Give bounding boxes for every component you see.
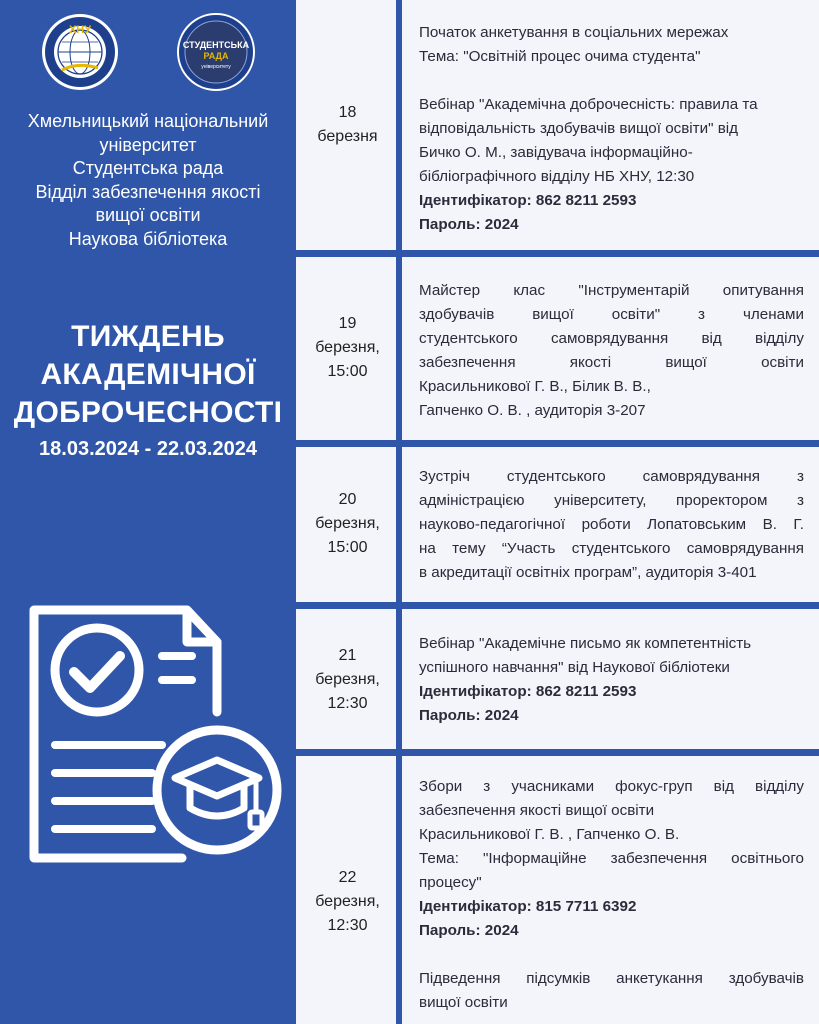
- desc-line: науково-педагогічної роботи Лопатовським В. Г.: [419, 516, 804, 533]
- date-day: 22: [338, 869, 357, 886]
- meeting-id: Ідентифікатор: 862 8211 2593: [419, 683, 637, 700]
- date-time: 15:00: [327, 539, 368, 556]
- row-divider: [296, 602, 819, 609]
- org-line: вищої освіти: [95, 205, 201, 225]
- desc-line: Початок анкетування в соціальних мережах: [419, 24, 729, 41]
- logo2-line2: РАДА: [203, 51, 229, 61]
- title-line: ДОБРОЧЕСНОСТІ: [13, 396, 283, 429]
- org-line: університет: [99, 134, 197, 155]
- desc-line: студентського самоврядування від відділу: [419, 330, 804, 347]
- event-dates: 18.03.2024 - 22.03.2024: [39, 438, 257, 460]
- schedule-date: [299, 101, 396, 149]
- schedule-date: [299, 312, 396, 384]
- desc-line: забезпечення якості вищої освіти: [419, 802, 655, 819]
- date-day: 21: [338, 647, 357, 664]
- desc-line: на тему “Участь студентського самоврядування: [419, 540, 804, 557]
- left-panel: [0, 0, 296, 1024]
- schedule-description: [419, 632, 804, 728]
- desc-spacer: [419, 69, 804, 93]
- title-line: АКАДЕМІЧНОЇ: [40, 358, 256, 391]
- meeting-password: Пароль: 2024: [419, 922, 519, 939]
- org-line: Студентська рада: [72, 158, 224, 178]
- desc-line: Збори з учасниками фокус-груп від відділу: [419, 778, 804, 795]
- org-line: Відділ забезпечення якості: [35, 181, 261, 202]
- meeting-id: Ідентифікатор: 815 7711 6392: [419, 898, 637, 915]
- student-council-logo: [178, 14, 254, 90]
- desc-line: Вебінар "Академічна доброчесність: правила та: [419, 96, 758, 113]
- desc-line: Тема: "Інформаційне забезпечення освітнього: [419, 850, 804, 867]
- date-time: 12:30: [327, 917, 368, 934]
- schedule-date: [299, 488, 396, 560]
- title-line: ТИЖДЕНЬ: [71, 320, 225, 353]
- org-line: Наукова бібліотека: [68, 228, 228, 249]
- desc-line: бібліографічного відділу НБ ХНУ, 12:30: [419, 168, 695, 185]
- date-month: березня,: [315, 339, 380, 356]
- desc-line: в акредитації освітніх програм”, аудиторія 3-401: [419, 564, 757, 581]
- row-divider: [296, 749, 819, 756]
- desc-line: відповідальність здобувачів вищої освіти" від: [419, 120, 739, 137]
- date-month: березня,: [315, 671, 380, 688]
- column-divider: [396, 0, 402, 1024]
- desc-line: Гапченко О. В. , аудиторія 3-207: [419, 402, 646, 419]
- desc-line: Тема: "Освітній процес очима студента": [419, 48, 701, 65]
- desc-line: вищої освіти: [419, 994, 508, 1011]
- desc-line: Красильникової Г. В., Білик В. В.,: [419, 378, 651, 395]
- desc-line: здобувачів вищої освіти" з членами: [419, 306, 804, 323]
- logo2-line1: СТУДЕНТСЬКА: [182, 40, 250, 50]
- date-time: 15:00: [327, 363, 368, 380]
- event-title: [0, 318, 296, 432]
- desc-line: успішного навчання" від Наукової бібліотеки: [419, 659, 730, 676]
- desc-line: Бичко О. М., завідувача інформаційно-: [419, 144, 693, 161]
- schedule-description: [419, 279, 804, 423]
- org-line: Хмельницький національний: [27, 111, 269, 131]
- desc-line: адміністрацією університету, проректором з: [419, 492, 804, 509]
- meeting-password: Пароль: 2024: [419, 707, 519, 724]
- logos: [38, 12, 268, 92]
- desc-line: Майстер клас "Інструментарій опитування: [419, 282, 804, 299]
- row-divider: [296, 250, 819, 257]
- row-divider: [296, 440, 819, 447]
- date-day: 19: [338, 315, 357, 332]
- desc-line: Зустріч студентського самоврядування з: [419, 468, 804, 485]
- date-month: березня: [317, 128, 378, 145]
- date-month: березня,: [315, 515, 380, 532]
- organizers: [0, 110, 296, 251]
- logo2-line3: університету: [201, 64, 231, 70]
- date-day: 18: [338, 104, 357, 121]
- desc-line: Підведення підсумків анкетукання здобувачів: [419, 970, 804, 987]
- desc-spacer: [419, 943, 804, 967]
- date-month: березня,: [315, 893, 380, 910]
- meeting-id: Ідентифікатор: 862 8211 2593: [419, 192, 637, 209]
- schedule-date: [299, 866, 396, 938]
- schedule-description: [419, 775, 804, 1015]
- schedule-description: [419, 465, 804, 585]
- schedule-description: [419, 21, 804, 237]
- document-check-icon: [22, 600, 287, 865]
- desc-line: процесу": [419, 874, 482, 891]
- date-day: 20: [338, 491, 357, 508]
- desc-line: забезпечення якості вищої освіти: [419, 354, 804, 371]
- khnu-logo: [42, 14, 118, 90]
- desc-line: Вебінар "Академічне письмо як компетентність: [419, 635, 752, 652]
- khnu-logo-text: ХНУ: [68, 24, 92, 36]
- desc-line: Красильникової Г. В. , Гапченко О. В.: [419, 826, 680, 843]
- schedule-date: [299, 644, 396, 716]
- date-time: 12:30: [327, 695, 368, 712]
- meeting-password: Пароль: 2024: [419, 216, 519, 233]
